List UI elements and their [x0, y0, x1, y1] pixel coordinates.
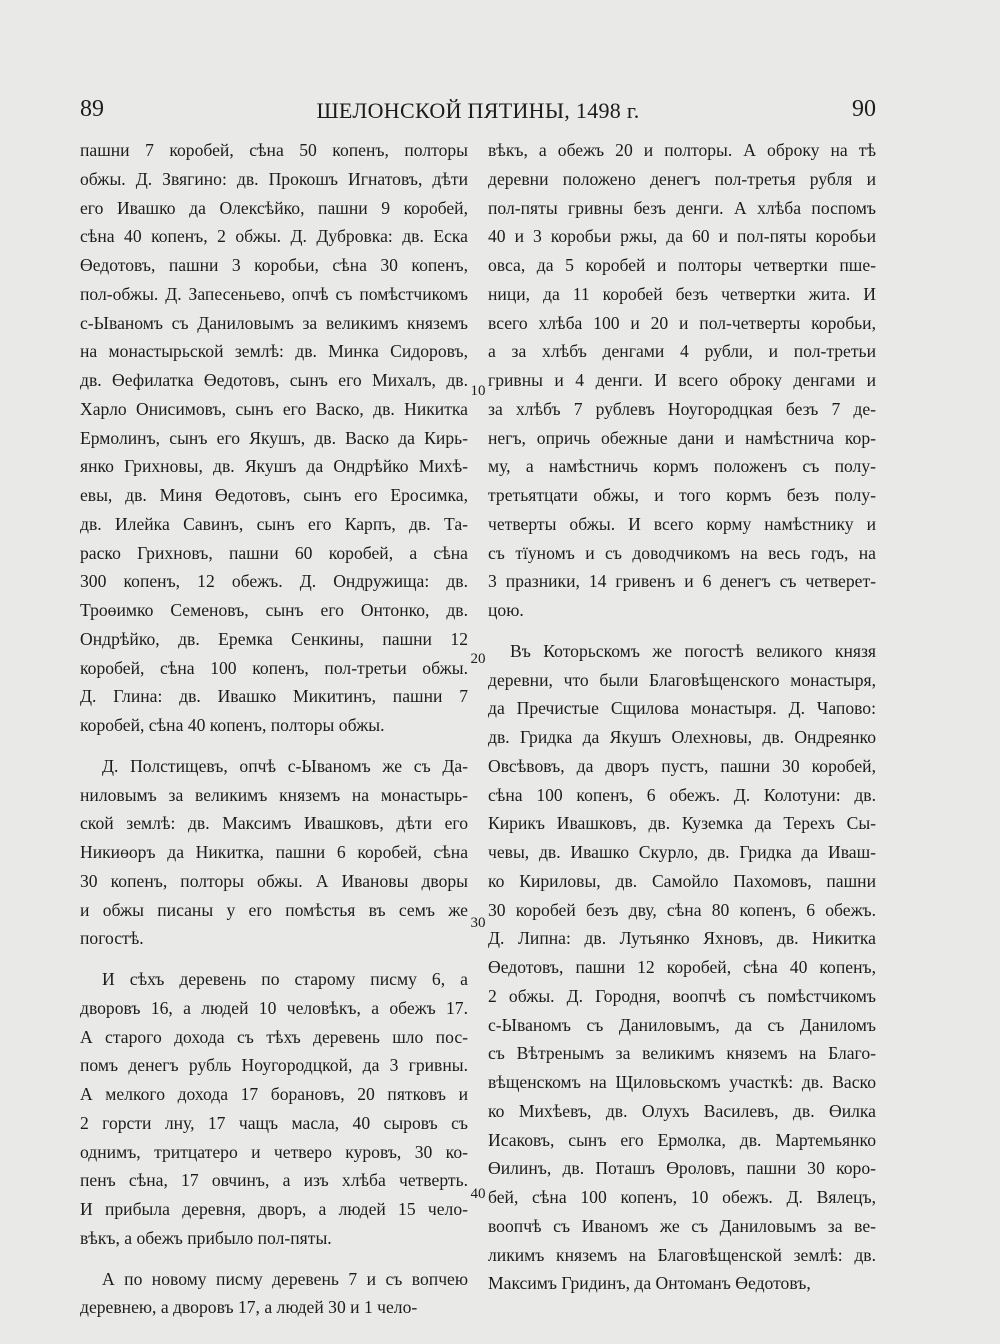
text-line: воопчѣ съ Иваномъ же съ Даниловымъ за ве- — [488, 1215, 876, 1236]
text-line: ници, да 11 коробей безъ четвертки жита. И — [488, 283, 876, 304]
text-line: дворовъ 16, а людей 10 человѣкъ, а обежъ 17. — [80, 997, 468, 1018]
text-line: помъ денегъ рубль Ноугородцкой, да 3 гривны. — [80, 1055, 468, 1076]
paragraph — [488, 637, 876, 1298]
text-line: А по новому писму деревень 7 и съ вопчею — [102, 1268, 468, 1289]
text-line: Кирикъ Ивашковъ, дв. Куземка да Терехъ Сы- — [488, 813, 876, 834]
text-line: Өедотовъ, пашни 12 коробей, сѣна 40 копенъ, — [488, 957, 876, 977]
text-line: И сѣхъ деревень по старому писму 6, а — [102, 969, 468, 989]
text-line: Никиөоръ да Никитка, пашни 6 коробей, сѣна — [80, 842, 468, 862]
text-line: коробей, сѣна 40 копенъ, полторы обжы. — [80, 715, 385, 735]
text-line: с-Ываномъ съ Даниловымъ за великимъ княземъ — [80, 312, 468, 333]
text-line: сѣна 100 копенъ, 6 обежъ. Д. Колотуни: дв. — [488, 784, 876, 805]
text-line: дв. Илейка Савинъ, сынъ его Карпъ, дв. Та- — [80, 513, 468, 534]
paragraph — [80, 1265, 468, 1323]
text-line: Исаковъ, сынъ его Ермолка, дв. Мартемьянко — [488, 1129, 876, 1150]
text-line: на монастырьской землѣ: дв. Минка Сидоровъ, — [80, 341, 468, 362]
text-line: Овсѣвовъ, да дворъ пустъ, пашни 30 коробей, — [488, 755, 876, 776]
text-line: вѣщенскомъ на Щиловьскомъ участкѣ: дв. Васко — [488, 1072, 876, 1092]
right-column — [488, 136, 876, 1298]
text-line: обжы. Д. Звягино: дв. Прокошъ Игнатовъ, дѣти — [80, 168, 468, 189]
text-line: а за хлѣбъ денгами 4 рубли, и пол-третьи — [488, 341, 876, 362]
text-line: и обжы писаны у его помѣстья въ семъ же — [80, 899, 468, 920]
text-line: Троөимко Семеновъ, сынъ его Онтонко, дв. — [80, 600, 468, 620]
text-line: за хлѣбъ 7 рублевъ Ноугородцкая безъ 7 де- — [488, 398, 876, 419]
text-line: раско Грихновъ, пашни 60 коробей, а сѣна — [80, 542, 468, 563]
line-number-margin: 30 — [470, 915, 486, 931]
paragraph — [80, 965, 468, 1253]
page-header — [80, 96, 876, 130]
text-line: Д. Липна: дв. Лутьянко Яхновъ, дв. Никитка — [488, 928, 876, 949]
text-line: янко Грихновы, дв. Якушъ да Ондрѣйко Михѣ- — [80, 456, 468, 477]
text-line: деревнею, а дворовъ 17, а людей 30 и 1 чело- — [80, 1297, 418, 1318]
text-line: бей, сѣна 100 копенъ, 10 обежъ. Д. Вялецъ, — [488, 1187, 876, 1207]
text-line: негъ, опричь обежные дани и намѣстнича кор- — [488, 427, 876, 448]
text-line: дв. Өефилатка Өедотовъ, сынъ его Михалъ, дв. — [80, 370, 468, 390]
text-line: четверты обжы. И всего корму намѣстнику и — [488, 513, 876, 534]
running-title: ШЕЛОНСКОЙ ПЯТИНЫ, 1498 г. — [316, 98, 640, 123]
line-number-margin: 20 — [470, 651, 486, 667]
text-line: третьятцати обжы, и того кормъ безъ полу- — [488, 485, 876, 505]
text-line: Максимъ Гридинъ, да Онтоманъ Өедотовъ, — [488, 1273, 811, 1294]
text-line: деревни, что были Благовѣщенского монастыря, — [488, 669, 876, 690]
paragraph — [80, 752, 468, 953]
text-line: И прибыла деревня, дворъ, а людей 15 чело- — [80, 1199, 468, 1219]
text-line: Въ Которьскомъ же погостѣ великого князя — [510, 640, 876, 661]
text-line: с-Ываномъ съ Даниловымъ, да съ Даниломъ — [488, 1014, 876, 1035]
text-line: Өилинъ, дв. Поташъ Өроловъ, пашни 30 коро- — [488, 1158, 876, 1179]
paragraph — [488, 136, 876, 625]
text-line: съ Вѣтренымъ за великимъ княземъ на Благо- — [488, 1043, 876, 1064]
paragraph — [80, 136, 468, 740]
left-column — [80, 136, 468, 1322]
text-line: ко Михѣевъ, дв. Олухъ Василевъ, дв. Өилка — [488, 1100, 876, 1121]
text-line: А мелкого дохода 17 борановъ, 20 пятковъ и — [80, 1084, 468, 1104]
text-line: Д. Глина: дв. Ивашко Микитинъ, пашни 7 — [80, 686, 468, 707]
left-page-number: 89 — [80, 96, 104, 122]
text-line: чевы, дв. Ивашко Скурло, дв. Гридка да Иваш- — [488, 842, 876, 862]
text-line: евы, дв. Миня Өедотовъ, сынъ его Еросимка, — [80, 485, 468, 505]
text-line: дв. Гридка да Якушъ Олехновы, дв. Ондреянко — [488, 727, 876, 747]
text-line: Өедотовъ, пашни 3 коробьи, сѣна 30 копенъ, — [80, 255, 468, 275]
text-line: коробей, сѣна 100 копенъ, пол-третьи обжы. — [80, 657, 468, 678]
text-line: ской землѣ: дв. Максимъ Ивашковъ, дѣти его — [80, 813, 468, 834]
text-line: А старого дохода съ тѣхъ деревень шло пос- — [80, 1026, 468, 1047]
right-page-number: 90 — [852, 96, 876, 122]
text-line: 2 обжы. Д. Городня, воопчѣ съ помѣстчикомъ — [488, 985, 876, 1006]
text-line: его Ивашко да Олексѣйко, пашни 9 коробей, — [80, 197, 468, 218]
text-line: 30 копенъ, полторы обжы. А Ивановы дворы — [80, 870, 468, 891]
text-line: Ондрѣйко, дв. Еремка Сенкины, пашни 12 — [80, 628, 468, 649]
text-line: ликимъ княземъ на Благовѣщенской землѣ: дв. — [488, 1244, 876, 1265]
text-line: цою. — [488, 600, 524, 620]
text-line: ниловымъ за великимъ княземъ на монастырь- — [80, 784, 468, 805]
text-line: пол-обжы. Д. Запесеньево, опчѣ съ помѣстчикомъ — [80, 283, 468, 304]
text-line: деревни положено денегъ пол-третья рубля и — [488, 168, 876, 189]
text-line: съ тїуномъ и съ доводчикомъ на весь годъ, на — [488, 542, 876, 563]
text-line: пенъ сѣна, 17 овчинъ, а изъ хлѣба четверть. — [80, 1170, 468, 1191]
text-line: пашни 7 коробей, сѣна 50 копенъ, полторы — [80, 140, 468, 160]
text-line: пол-пяты гривны безъ денги. А хлѣба поспомъ — [488, 197, 876, 218]
text-line: 3 празники, 14 гривенъ и 6 денегъ съ четверет- — [488, 571, 876, 592]
text-line: овса, да 5 коробей и полторы четвертки пше- — [488, 255, 876, 275]
text-line: погостѣ. — [80, 928, 144, 949]
text-line: 300 копенъ, 12 обежъ. Д. Ондружища: дв. — [80, 571, 468, 592]
text-line: 2 горсти лну, 17 чащъ масла, 40 сыровъ съ — [80, 1112, 468, 1133]
text-line: да Пречистые Сщилова монастыря. Д. Чапово: — [488, 698, 876, 719]
text-line: 40 и 3 коробьи ржы, да 60 и пол-пяты коробьи — [488, 226, 876, 247]
text-line: 30 коробей безъ дву, сѣна 80 копенъ, 6 обежъ. — [488, 899, 876, 920]
line-number-margin: 10 — [470, 383, 486, 399]
text-line: вѣкъ, а обежъ прибыло пол-пяты. — [80, 1227, 332, 1248]
text-line: Д. Полстищевъ, опчѣ с-Ываномъ же съ Да- — [102, 755, 468, 776]
text-line: гривны и 4 денги. И всего оброку денгами и — [488, 370, 876, 390]
text-line: однимъ, тритцатеро и четверо куровъ, 30 ко- — [80, 1141, 468, 1162]
text-line: ко Кириловы, дв. Самойло Пахомовъ, пашни — [488, 870, 876, 891]
text-line: Харло Онисимовъ, сынъ его Васко, дв. Никитка — [80, 398, 468, 419]
line-number-margin: 40 — [470, 1186, 486, 1202]
text-line: Ермолинъ, сынъ его Якушъ, дв. Васко да Кирь- — [80, 427, 468, 448]
text-line: вѣкъ, а обежъ 20 и полторы. А оброку на тѣ — [488, 140, 876, 160]
text-line: всего хлѣба 100 и 20 и пол-четверты коробьи, — [488, 312, 876, 333]
text-line: сѣна 40 копенъ, 2 обжы. Д. Дубровка: дв. Еска — [80, 226, 468, 247]
text-line: му, а намѣстничь кормъ положенъ съ полу- — [488, 456, 876, 477]
